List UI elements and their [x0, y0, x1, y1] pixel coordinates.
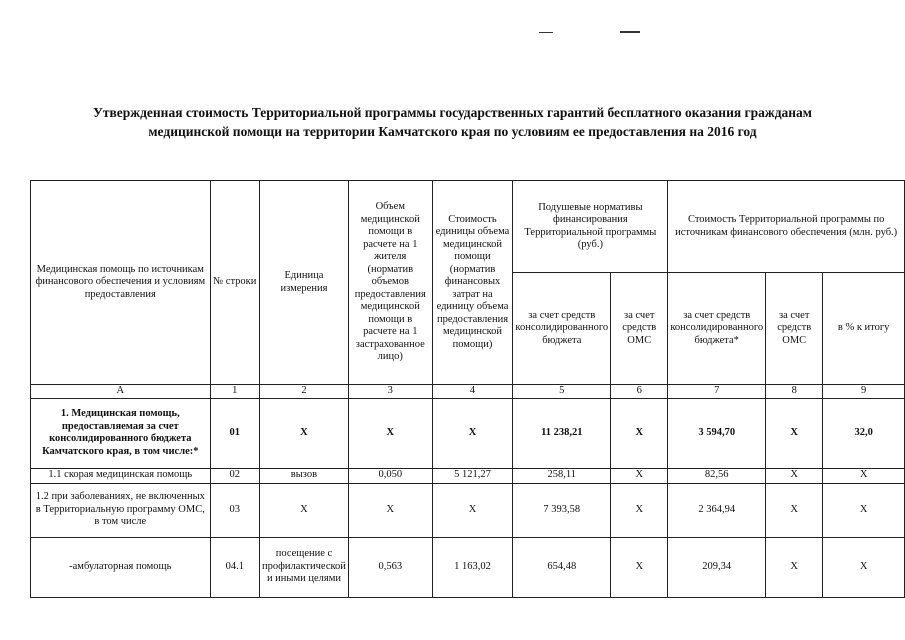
index-cell: 9 — [823, 385, 905, 399]
index-cell: 4 — [432, 385, 513, 399]
row-percent: Х — [823, 537, 905, 597]
table-row — [31, 468, 905, 483]
header-volume: Объем медицинской помощи в расчете на 1 жителя (норматив объемов предоставления медицинской помощи в расчете на 1 застрахованное лицо) — [348, 181, 432, 385]
index-cell: 2 — [259, 385, 348, 399]
title-line-1: Утвержденная стоимость Территориальной программы государственных гарантий бесплатного оказания гражданам — [92, 105, 813, 120]
row-name: -амбулаторная помощь — [31, 537, 211, 597]
row-unit: посещение с профилактической и иными целями — [259, 537, 348, 597]
row-volume: 0,050 — [348, 468, 432, 483]
cost-table — [30, 180, 905, 598]
row-pc-oms: Х — [611, 398, 668, 468]
header-total-oms: за счет средств ОМС — [766, 273, 823, 385]
scan-mark — [539, 32, 553, 33]
row-total-budget: 209,34 — [668, 537, 766, 597]
row-percent: 32,0 — [823, 398, 905, 468]
table-row — [31, 483, 905, 537]
scan-mark — [620, 31, 640, 33]
row-pc-budget: 7 393,58 — [513, 483, 611, 537]
row-number: 01 — [210, 398, 259, 468]
header-unit-cost: Стоимость единицы объема медицинской помощи (норматив финансовых затрат на единицу объема предоставления медицинской помощи) — [432, 181, 513, 385]
title-line-2: медицинской помощи на территории Камчатского края по условиям ее предоставления на 2016 год — [148, 124, 757, 139]
header-row — [31, 181, 905, 273]
row-name: 1.1 скорая медицинская помощь — [31, 468, 211, 483]
row-number: 03 — [210, 483, 259, 537]
index-cell: 8 — [766, 385, 823, 399]
header-unit: Единица измерения — [259, 181, 348, 385]
row-pc-budget: 11 238,21 — [513, 398, 611, 468]
row-volume: Х — [348, 398, 432, 468]
row-unit: Х — [259, 398, 348, 468]
table-row — [31, 398, 905, 468]
row-number: 02 — [210, 468, 259, 483]
index-cell: 7 — [668, 385, 766, 399]
row-total-budget: 82,56 — [668, 468, 766, 483]
index-cell: 1 — [210, 385, 259, 399]
header-per-capita-group: Подушевые нормативы финансирования Территориальной программы (руб.) — [513, 181, 668, 273]
header-row-number: № строки — [210, 181, 259, 385]
index-cell: 5 — [513, 385, 611, 399]
row-unit-cost: Х — [432, 398, 513, 468]
row-unit: Х — [259, 483, 348, 537]
header-pc-budget: за счет средств консолидированного бюджета — [513, 273, 611, 385]
row-unit: вызов — [259, 468, 348, 483]
row-percent: Х — [823, 468, 905, 483]
row-pc-oms: Х — [611, 537, 668, 597]
row-unit-cost: 5 121,27 — [432, 468, 513, 483]
row-unit-cost: 1 163,02 — [432, 537, 513, 597]
header-pc-oms: за счет средств ОМС — [611, 273, 668, 385]
page-title — [20, 103, 885, 141]
row-pc-oms: Х — [611, 483, 668, 537]
row-pc-budget: 258,11 — [513, 468, 611, 483]
table-row — [31, 537, 905, 597]
row-total-budget: 2 364,94 — [668, 483, 766, 537]
row-total-oms: Х — [766, 483, 823, 537]
header-program-cost-group: Стоимость Территориальной программы по источникам финансового обеспечения (млн. руб.) — [668, 181, 905, 273]
index-cell: А — [31, 385, 211, 399]
index-cell: 6 — [611, 385, 668, 399]
row-pc-budget: 654,48 — [513, 537, 611, 597]
row-total-oms: Х — [766, 468, 823, 483]
header-percent: в % к итогу — [823, 273, 905, 385]
row-volume: Х — [348, 483, 432, 537]
header-name: Медицинская помощь по источникам финансового обеспечения и условиям предоставления — [31, 181, 211, 385]
row-unit-cost: Х — [432, 483, 513, 537]
row-volume: 0,563 — [348, 537, 432, 597]
row-percent: Х — [823, 483, 905, 537]
row-name: 1. Медицинская помощь, предоставляемая за счет консолидированного бюджета Камчатского края, в том числе:* — [31, 398, 211, 468]
index-cell: 3 — [348, 385, 432, 399]
index-row — [31, 385, 905, 399]
header-total-budget: за счет средств консолидированного бюджета* — [668, 273, 766, 385]
row-total-oms: Х — [766, 537, 823, 597]
row-pc-oms: Х — [611, 468, 668, 483]
row-total-budget: 3 594,70 — [668, 398, 766, 468]
row-number: 04.1 — [210, 537, 259, 597]
row-total-oms: Х — [766, 398, 823, 468]
row-name: 1.2 при заболеваниях, не включенных в Территориальную программу ОМС, в том числе — [31, 483, 211, 537]
